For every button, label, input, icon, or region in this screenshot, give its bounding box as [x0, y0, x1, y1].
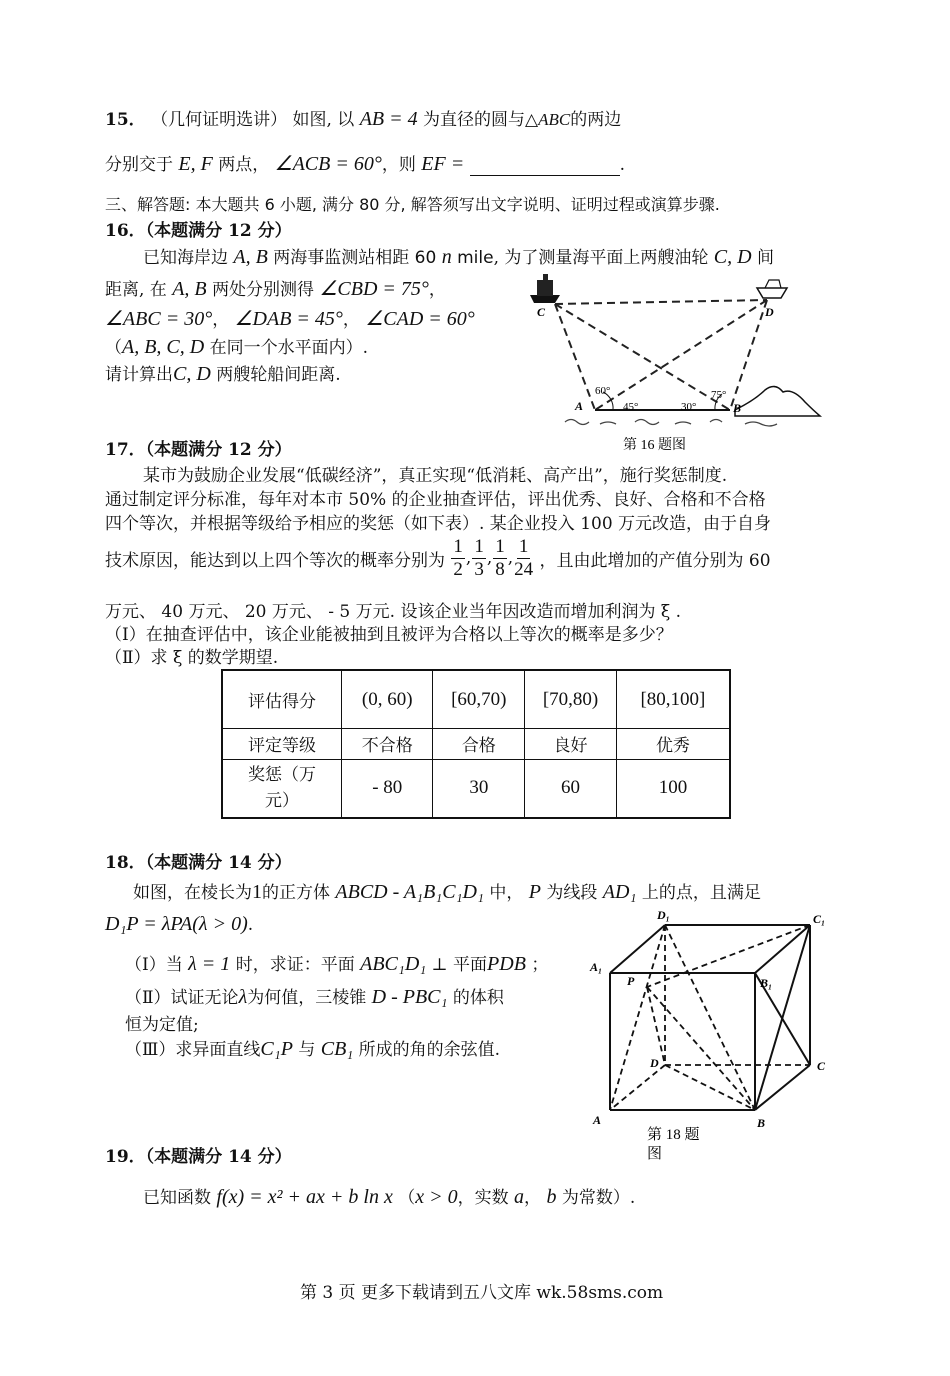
q16-text: 请计算出: [105, 365, 173, 385]
q17-line4: 技术原因，能达到以上四个等次的概率分别为 $\frac{1}{2}$ , $\frac{1}{3}$ , $\frac{1}{8}$ , $\frac{1}{24}$ ，且由此增加的产值分别为 60: [105, 536, 771, 580]
q18-plane2: PDB: [487, 953, 526, 975]
q16-points: A, B, C, D: [122, 336, 205, 358]
q18-one: 1: [252, 881, 262, 903]
q15-text: 为直径的圆与△: [423, 110, 539, 130]
q15-number: 15．: [105, 110, 146, 130]
q18-cube: ABCD - A₁B₁C₁D₁: [335, 881, 484, 903]
q18-part2: [125, 983, 504, 1009]
q15-abc: ABC: [538, 110, 571, 129]
q18-part2-line2: 恒为定值;: [125, 1015, 199, 1035]
q16-figure: [525, 270, 825, 455]
cube-label-c1: C₁: [813, 912, 826, 926]
q17-line3: 四个等次，并根据等级给予相应的奖惩（如下表）. 某企业投入 100 万元改造，由于自身: [105, 514, 772, 534]
q16-angles: [105, 305, 475, 331]
table-row: [222, 670, 730, 729]
cube-label-a: A: [593, 1113, 602, 1127]
q15-answer-blank[interactable]: [470, 157, 620, 176]
q18-p: P: [528, 881, 541, 903]
q15-text: 的两边: [570, 110, 622, 130]
table-cell: 100: [616, 759, 730, 818]
q16-ab: A, B: [233, 246, 268, 268]
q16-text: 距离, 在: [105, 280, 167, 300]
q15-ab-eq: AB = 4: [359, 108, 418, 130]
cube-hidden-edges: [610, 925, 810, 1110]
q16-angle-30: 30°: [681, 401, 697, 413]
q15-text: 如图, 以: [292, 110, 355, 130]
q15-ef-eq: EF =: [421, 153, 465, 175]
q18-part1: [125, 950, 548, 976]
q19-text: 已知函数: [143, 1188, 211, 1208]
q16-distance: 60: [414, 248, 437, 268]
q18-condition: [105, 913, 253, 936]
q16-cd: C, D: [713, 246, 752, 268]
q16-para2: [105, 275, 446, 301]
q18-text: 为何值，三棱锥: [247, 988, 367, 1008]
q15-period: .: [619, 155, 626, 175]
cube-label-c: C: [817, 1059, 826, 1073]
table-cell: [80,100]: [616, 670, 730, 729]
q16-angle-75: 75°: [711, 389, 727, 401]
q16-waves: [565, 420, 777, 427]
table-cell: - 80: [342, 759, 433, 818]
q18-text: 平面: [453, 955, 488, 975]
q19-function: f(x) = x² + ax + b ln x: [216, 1186, 393, 1208]
q16-angle-45: 45°: [623, 401, 639, 413]
q16-unit-mile: mile: [457, 248, 494, 268]
page-footer: 第 3 页 更多下载请到五八文库 wk.58sms.com: [300, 1283, 664, 1303]
q19-heading: 19．（本题满分 14 分）: [105, 1147, 292, 1167]
cube-label-d1: D₁: [657, 908, 670, 922]
q18-perp: ⊥: [431, 955, 448, 975]
fraction: $\frac{1}{24}$: [514, 536, 534, 580]
cube-label-p: P: [627, 974, 635, 988]
q16-comma: ，: [428, 280, 446, 300]
q18-text: 为线段: [546, 883, 598, 903]
q18-line1: [133, 878, 761, 904]
q18-text: （Ⅲ）求异面直线: [125, 1040, 261, 1060]
q17-question1: （Ⅰ）在抽查评估中，该企业能被抽到且被评为合格以上等次的概率是多少？: [105, 625, 673, 645]
table-cell: 30: [433, 759, 525, 818]
q19-b: b: [546, 1186, 557, 1208]
q19-text: ，: [524, 1188, 542, 1208]
q16-text: 两艘轮船间距离.: [216, 365, 341, 385]
q16-angle-cad: ∠CAD = 60°: [365, 308, 475, 330]
table-row: [222, 729, 730, 759]
q18-cb1: CB₁: [320, 1038, 354, 1060]
table-cell: 良好: [525, 729, 617, 759]
q16-angle-cbd: ∠CBD = 75°: [319, 278, 429, 300]
cube-label-d: D: [650, 1056, 659, 1070]
q16-text: 在同一个水平面内）.: [209, 338, 369, 358]
q18-cube-figure: [585, 905, 845, 1165]
q17-text: 技术原因，能达到以上四个等次的概率分别为: [105, 551, 445, 571]
table-cell: 评定等级: [222, 729, 342, 759]
q16-caption: 第 16 题图: [623, 438, 686, 453]
cube-label-b: B: [757, 1116, 766, 1130]
table-row: [222, 759, 730, 818]
q16-unit-n: n: [441, 246, 452, 268]
q18-lambda: λ: [238, 986, 248, 1008]
q17-question2: （Ⅱ）求 ξ 的数学期望.: [105, 648, 279, 668]
q17-score-table: [221, 669, 731, 819]
q18-text: 与: [298, 1040, 316, 1060]
q15-angle: ∠ACB = 60°: [274, 153, 382, 175]
ship-c-icon: [530, 274, 560, 303]
fraction: $\frac{1}{3}$: [474, 536, 484, 580]
q16-label-a: A: [575, 399, 584, 413]
q17-line2: 通过制定评分标准，每年对本市 50% 的企业抽查评估，评出优秀、良好、合格和不合格: [105, 490, 766, 510]
q18-text: 的体积: [452, 988, 504, 1008]
q18-ad1: AD₁: [602, 881, 637, 903]
q16-label-b: B: [733, 401, 742, 415]
q16-text: , 为了测量海平面上两艘油轮: [493, 248, 709, 268]
q15-text: ，则: [381, 155, 416, 175]
q18-part3: [125, 1035, 500, 1061]
q16-sep: ，: [212, 310, 230, 330]
q15-text: 两点，: [218, 155, 270, 175]
q16-plane-note: [105, 333, 368, 359]
q18-c1p: C₁P: [260, 1038, 293, 1060]
q19-text: （: [398, 1188, 416, 1208]
q18-caption-line1: 第 18 题: [647, 1127, 700, 1143]
q15-text: 分别交于: [105, 155, 173, 175]
q18-text: 上的点，且满足: [641, 883, 761, 903]
q18-heading: 18．（本题满分 14 分）: [105, 853, 292, 873]
table-cell: [60,70): [433, 670, 525, 729]
q18-lambda1: λ = 1: [188, 953, 231, 975]
table-cell: (0, 60): [342, 670, 433, 729]
q19-a: a: [514, 1186, 525, 1208]
q18-text: 中，: [489, 883, 524, 903]
table-cell: 不合格: [342, 729, 433, 759]
q17-line5: 万元、 40 万元、 20 万元、 - 5 万元. 设该企业当年因改造而增加利润为 ξ .: [105, 602, 682, 622]
q17-heading: 17．（本题满分 12 分）: [105, 440, 292, 460]
q18-semicolon: ；: [531, 955, 549, 975]
table-cell: 优秀: [616, 729, 730, 759]
q19-line1: [143, 1183, 635, 1209]
q19-text: 为常数）.: [561, 1188, 636, 1208]
q18-plane1: ABC₁D₁: [360, 953, 427, 975]
q16-angle-abc: ∠ABC = 30°: [105, 308, 213, 330]
q18-text: （Ⅰ）当: [125, 955, 183, 975]
q19-text: ，实数: [457, 1188, 509, 1208]
q16-lines: [555, 300, 767, 410]
q16-text: 间: [757, 248, 774, 268]
table-cell: 合格: [433, 729, 525, 759]
q16-para1: [143, 243, 774, 269]
table-cell: 评估得分: [222, 670, 342, 729]
q15-line1: [105, 105, 621, 131]
q16-cd: C, D: [173, 363, 211, 385]
fraction: $\frac{1}{2}$: [453, 536, 463, 580]
cube-label-a1: A₁: [590, 960, 603, 974]
q18-text: 的正方体: [262, 883, 330, 903]
q18-caption-line2: 图: [647, 1146, 663, 1162]
q16-angle-dab: ∠DAB = 45°: [234, 308, 343, 330]
q18-condition-expr: D₁P = λPA(λ > 0): [105, 913, 248, 935]
q18-text: 如图，在棱长为: [133, 883, 252, 903]
q19-condition: x > 0: [415, 1186, 458, 1208]
q15-tag: （几何证明选讲）: [151, 110, 288, 130]
q16-text: 两海事监测站相距: [273, 248, 410, 268]
q18-tetrahedron: D - PBC₁: [371, 986, 448, 1008]
q16-text: （: [105, 338, 122, 358]
q16-text: 已知海岸边: [143, 248, 228, 268]
q18-text: 所成的角的余弦值.: [358, 1040, 501, 1060]
q16-ab: A, B: [172, 278, 207, 300]
q16-sep: ，: [342, 310, 360, 330]
cube-label-b1: B₁: [760, 976, 773, 990]
q17-line1: 某市为鼓励企业发展“低碳经济”，真正实现“低消耗、高产出”，施行奖惩制度.: [143, 466, 728, 486]
q18-period: .: [247, 915, 254, 935]
ship-d-icon: [757, 280, 787, 298]
q17-text: ，且由此增加的产值分别为 60: [539, 551, 771, 571]
q16-task: [105, 360, 341, 386]
q16-heading: 16．（本题满分 12 分）: [105, 221, 292, 241]
table-cell: 奖惩（万元）: [222, 759, 342, 818]
q16-label-c: C: [537, 305, 546, 319]
q16-rocks: [735, 386, 820, 416]
section3-heading: 三、解答题: 本大题共 6 小题, 满分 80 分, 解答须写出文字说明、证明过程或演算步骤.: [105, 195, 720, 214]
table-cell: 60: [525, 759, 617, 818]
q16-text: 两处分别测得: [212, 280, 315, 300]
fraction: $\frac{1}{8}$: [495, 536, 505, 580]
q18-text: 时，求证：平面: [235, 955, 355, 975]
table-cell: [70,80): [525, 670, 617, 729]
q18-text: （Ⅱ）试证无论: [125, 988, 239, 1008]
q15-line2: [105, 150, 625, 176]
q15-ef: E, F: [178, 153, 213, 175]
q16-label-d: D: [765, 305, 774, 319]
q16-angle-60: 60°: [595, 385, 611, 397]
